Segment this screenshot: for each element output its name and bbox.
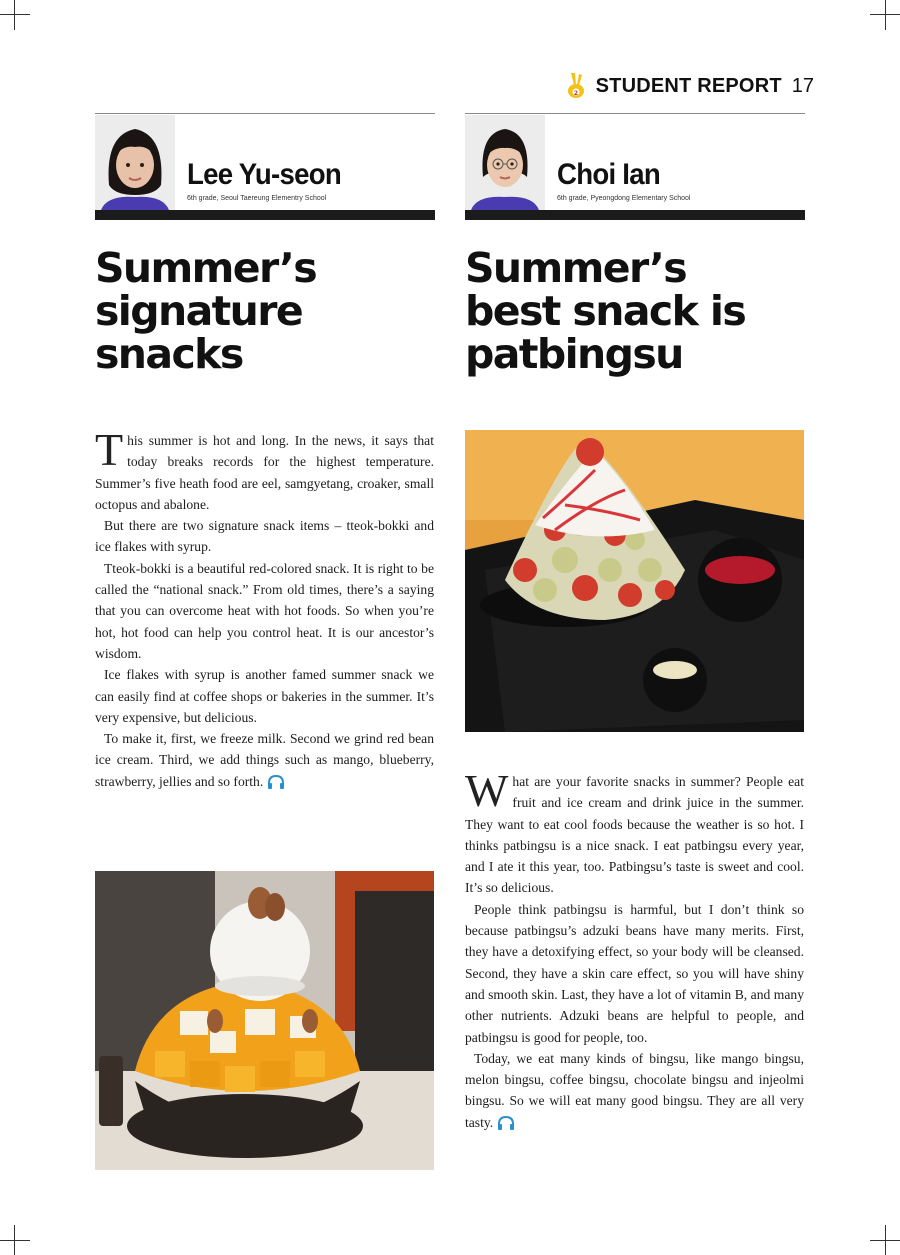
strawberry-bingsu-photo xyxy=(465,430,804,732)
paragraph: What are your favorite snacks in summer? People eat fruit and ice cream and drink juice in the summer. They want to eat cool foods because the weather is so hot. I thinks patbingsu is a nice snack. I eat patbingsu every year, and I ate it this year, too. Patbingsu’s taste is sweet and cool. It’s so delicious. xyxy=(465,765,804,896)
right-article-body xyxy=(465,765,804,1133)
mango-bingsu-photo xyxy=(95,871,434,1170)
page-number: 17 xyxy=(791,74,814,97)
headline-line: Summer’s xyxy=(465,244,687,292)
headphones-icon[interactable] xyxy=(267,775,285,789)
author-photo xyxy=(95,115,175,210)
author-bar xyxy=(95,210,435,220)
article-headline xyxy=(465,244,805,378)
crop-mark xyxy=(14,1225,15,1255)
paragraph: People think patbingsu is harmful, but I don’t think so because patbingsu’s adzuki beans have many merits. First, they have a detoxifying effect, so your body will be cleansed. Second, they have a skin care effect, so you will have shiny and smooth skin. Last, they have a lot of vitamin B, and many other nutrients. Adzuki beans are helpful to people, and patbingsu is good for people, too. xyxy=(465,901,804,1045)
crop-mark xyxy=(885,0,886,30)
section-title: STUDENT REPORT xyxy=(595,74,782,97)
paragraph: To make it, first, we freeze milk. Second we grind red bean ice cream. Third, we add things such as mango, blueberry, strawberry, jellies and so forth. xyxy=(95,731,434,789)
headline-line: patbingsu xyxy=(465,330,683,378)
crop-mark xyxy=(14,0,15,30)
author-bar xyxy=(465,210,805,220)
article-headline xyxy=(95,244,435,378)
paragraph: Tteok-bokki is a beautiful red-colored snack. It is right to be called the “national snack.” From old times, there’s a saying that you can overcome heat with hot foods. So when you’re hot, hot food can help you control heat. It is our ancestor’s wisdom. xyxy=(95,560,434,661)
drop-cap: T xyxy=(95,424,124,475)
author-name: Choi Ian xyxy=(557,158,660,191)
headline-line: Summer’s xyxy=(95,244,317,292)
author-name: Lee Yu-seon xyxy=(187,158,341,191)
headphones-icon[interactable] xyxy=(497,1116,515,1130)
author-school: 6th grade, Seoul Taereung Elementry School xyxy=(187,195,327,202)
paragraph: Ice flakes with syrup is another famed summer snack we can easily find at coffee shops or bakeries in the summer. It’s very expensive, but delicious. xyxy=(95,667,434,725)
author-box xyxy=(95,114,435,210)
right-article-header xyxy=(465,113,805,376)
paragraph: But there are two signature snack items – tteok-bokki and ice flakes with syrup. xyxy=(95,518,434,555)
author-box xyxy=(465,114,805,210)
headline-line: signature snacks xyxy=(95,287,303,378)
author-photo xyxy=(465,115,545,210)
svg-text:2: 2 xyxy=(573,90,578,97)
victory-hand-icon xyxy=(564,71,588,101)
paragraph: Today, we eat many kinds of bingsu, like mango bingsu, melon bingsu, coffee bingsu, chocolate bingsu and injeolmi bingsu. So we will eat many good bingsu. They are all very tasty. xyxy=(465,1050,804,1130)
crop-mark xyxy=(0,1240,30,1241)
paragraph: This summer is hot and long. In the news, it says that today breaks records for the highest temperature. Summer’s five heath food are eel, samgyetang, croaker, small octopus and abalone. xyxy=(95,424,434,512)
crop-mark xyxy=(885,1225,886,1255)
author-school: 6th grade, Pyeongdong Elementary School xyxy=(557,195,691,202)
page-header xyxy=(564,66,814,106)
headline-line: best snack is xyxy=(465,287,746,335)
drop-cap: W xyxy=(465,765,509,816)
left-article-header xyxy=(95,113,435,376)
left-article-body xyxy=(95,424,434,792)
crop-mark xyxy=(0,14,30,15)
